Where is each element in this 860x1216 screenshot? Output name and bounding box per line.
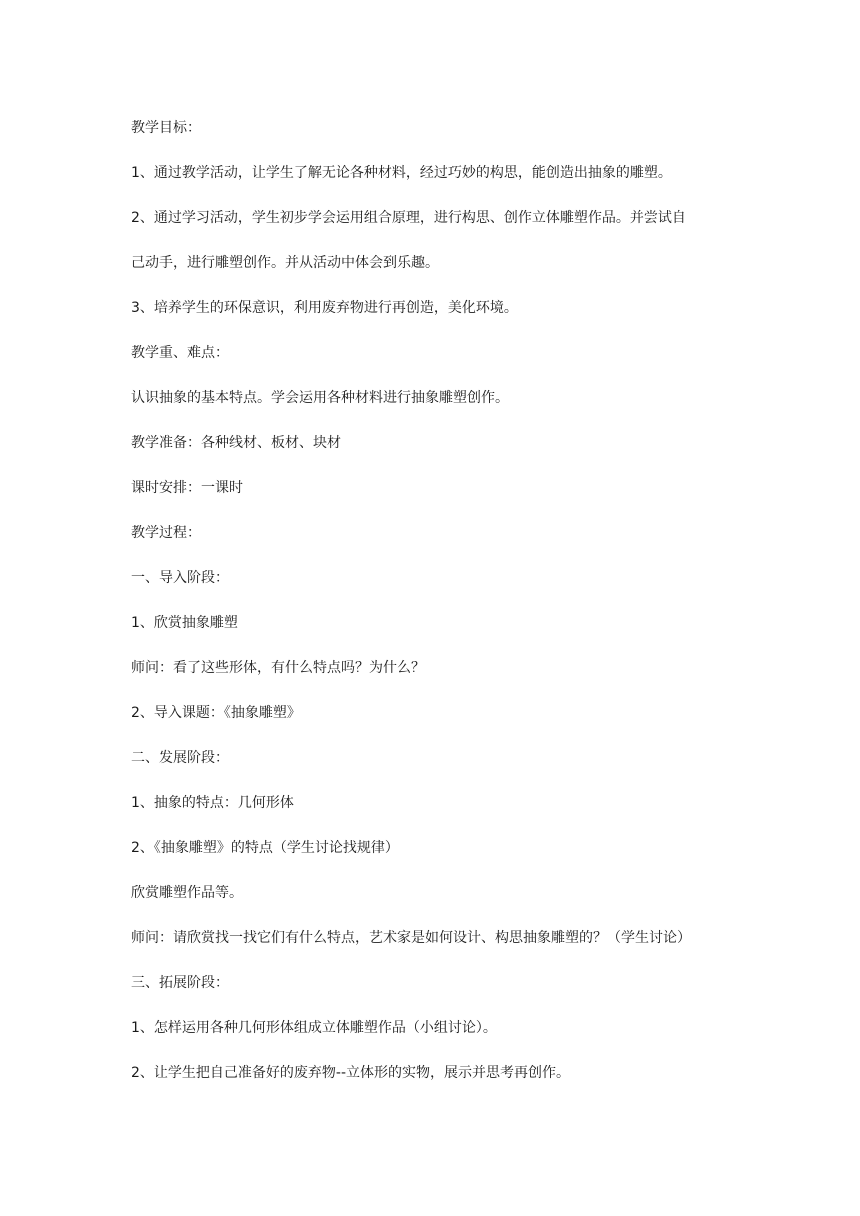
paragraph-preparation: 教学准备：各种线材、板材、块材	[131, 435, 341, 451]
document-content	[131, 116, 741, 1085]
list-item-stage-3-2: 2、让学生把自己准备好的废弃物--立体形的实物，展示并思考再创作。	[131, 1065, 571, 1081]
subheading-stage-1: 一、导入阶段：	[131, 570, 229, 586]
list-item-stage-1-1: 1、欣赏抽象雕塑	[131, 615, 238, 631]
list-item-stage-2-2: 2、《抽象雕塑》的特点（学生讨论找规律）	[131, 840, 399, 856]
paragraph-objective-2-line-1: 2、通过学习活动，学生初步学会运用组合原理，进行构思、创作立体雕塑作品。并尝试自	[131, 210, 686, 226]
paragraph-objective-2-line-2: 己动手，进行雕塑创作。并从活动中体会到乐趣。	[131, 255, 439, 271]
paragraph-objective-1: 1、通过教学活动，让学生了解无论各种材料，经过巧妙的构思，能创造出抽象的雕塑。	[131, 165, 672, 181]
subheading-stage-2: 二、发展阶段：	[131, 750, 229, 766]
paragraph-teacher-question-1: 师问：看了这些形体，有什么特点吗？为什么？	[131, 660, 425, 676]
paragraph-teacher-question-2: 师问：请欣赏找一找它们有什么特点，艺术家是如何设计、构思抽象雕塑的？（学生讨论）	[131, 930, 691, 946]
list-item-stage-1-2: 2、导入课题：《抽象雕塑》	[131, 705, 301, 721]
section-heading-key-points: 教学重、难点：	[131, 345, 229, 361]
list-item-stage-2-1: 1、抽象的特点：几何形体	[131, 795, 294, 811]
paragraph-key-points: 认识抽象的基本特点。学会运用各种材料进行抽象雕塑创作。	[131, 390, 509, 406]
paragraph-objective-3: 3、培养学生的环保意识，利用废弃物进行再创造，美化环境。	[131, 300, 518, 316]
section-heading-objectives: 教学目标：	[131, 120, 201, 136]
section-heading-process: 教学过程：	[131, 525, 201, 541]
subheading-stage-3: 三、拓展阶段：	[131, 975, 229, 991]
paragraph-schedule: 课时安排：一课时	[131, 480, 243, 496]
paragraph-appreciation: 欣赏雕塑作品等。	[131, 885, 243, 901]
list-item-stage-3-1: 1、怎样运用各种几何形体组成立体雕塑作品（小组讨论）。	[131, 1020, 497, 1036]
